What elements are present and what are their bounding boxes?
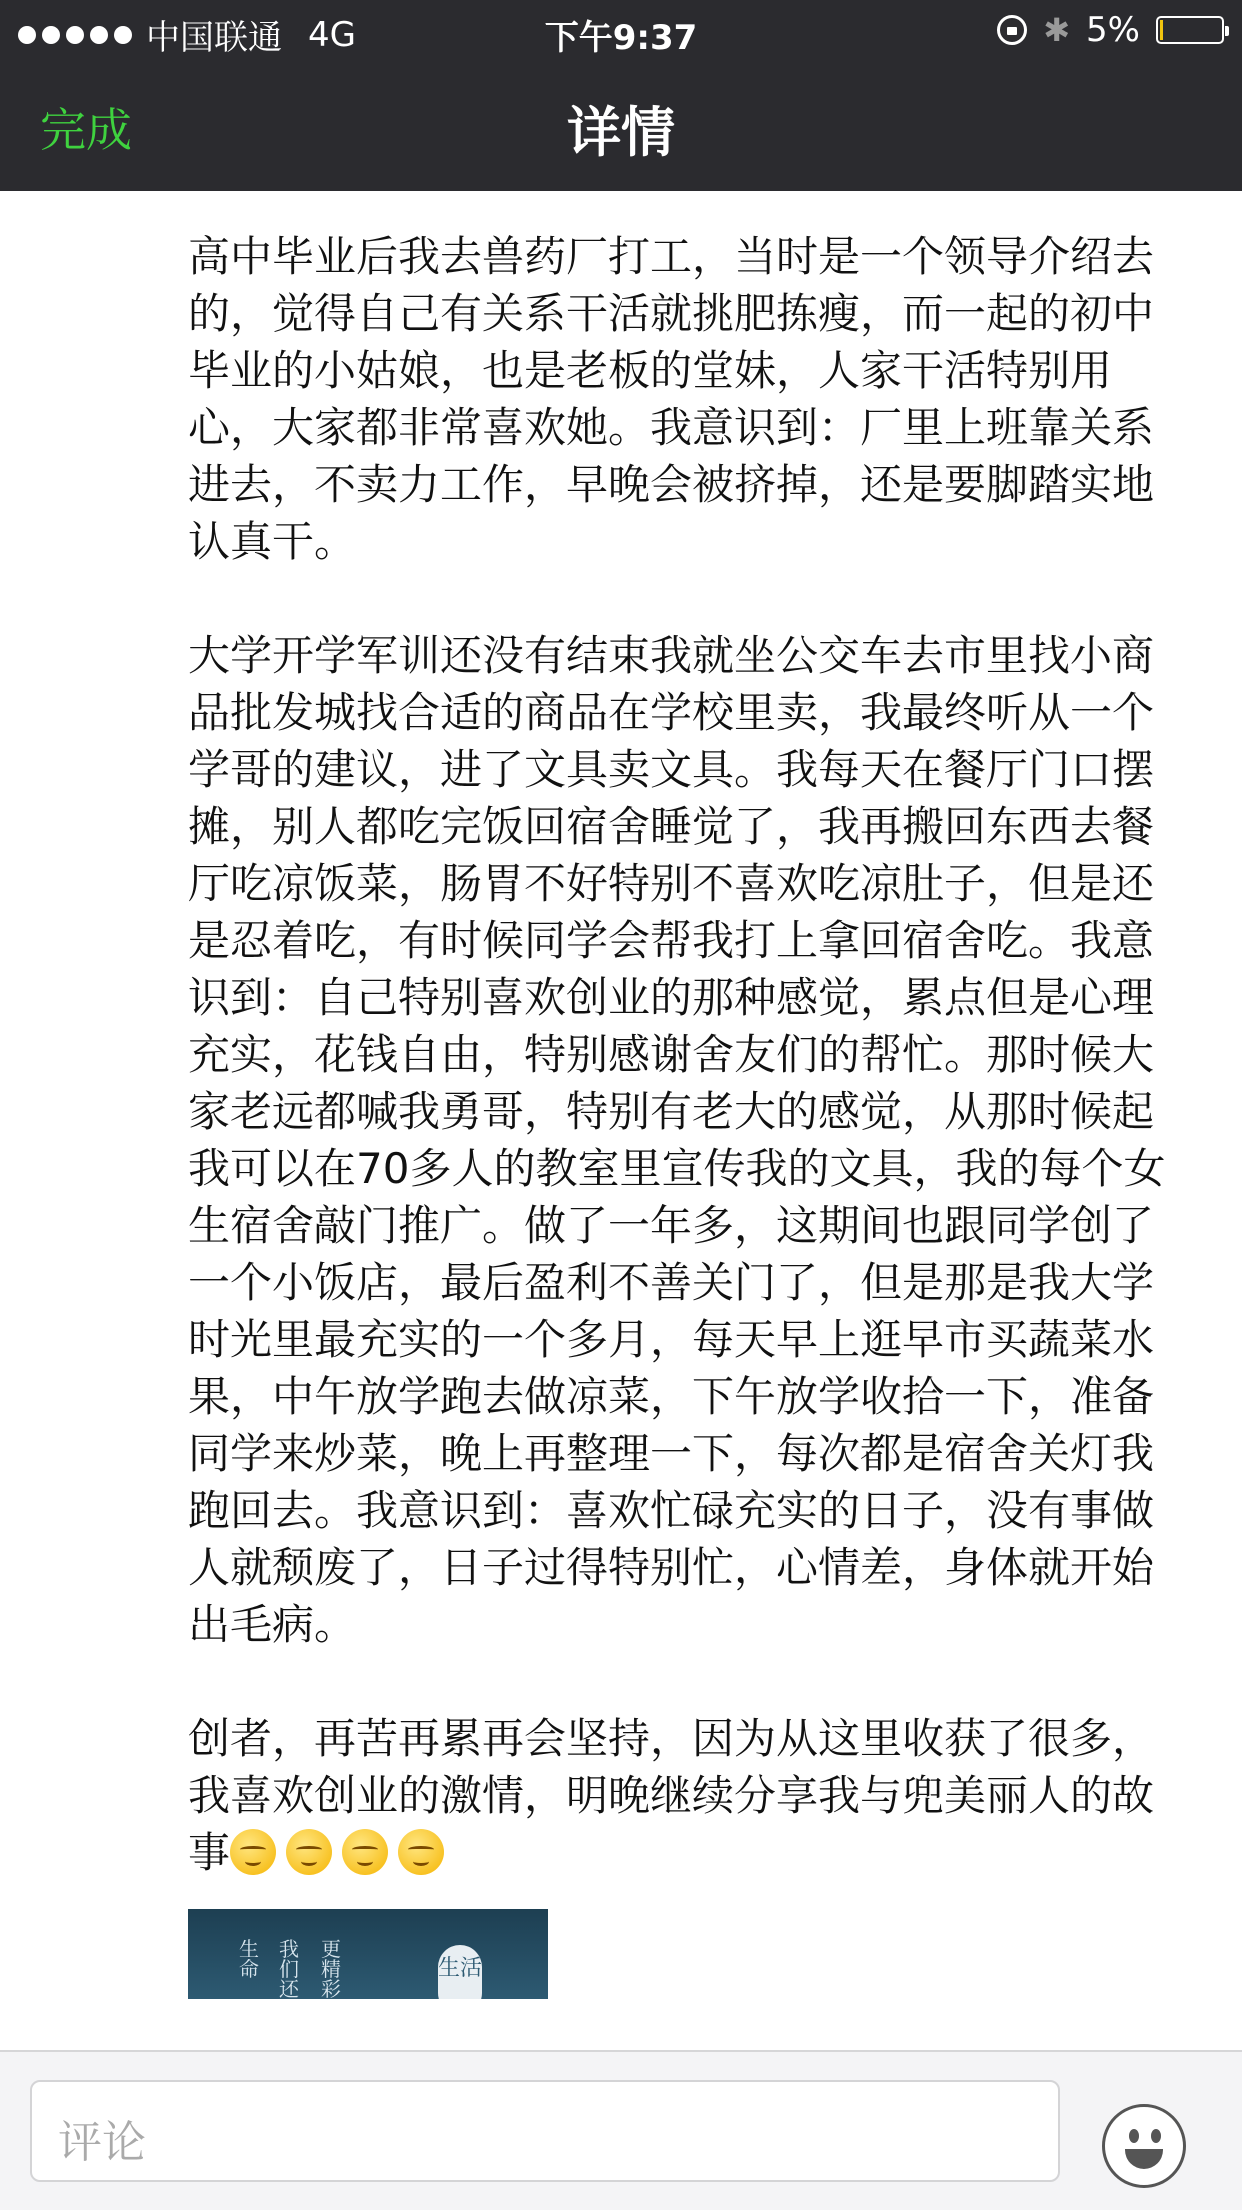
paragraph-3 <box>188 1710 1188 1881</box>
comment-input[interactable]: 评论 <box>30 2080 1060 2182</box>
image-text-1: 生命 <box>239 1937 259 1981</box>
battery-percent: 5% <box>1086 10 1140 50</box>
emoji-icon[interactable] <box>1102 2104 1186 2188</box>
done-button[interactable]: 完成 <box>40 103 132 157</box>
status-right <box>997 10 1224 50</box>
sleepy-face-icon <box>230 1829 276 1875</box>
image-text-2: 我们还 <box>279 1937 299 1999</box>
sleepy-face-icon <box>286 1829 332 1875</box>
comment-bar <box>0 2050 1242 2210</box>
sleepy-face-icon <box>398 1829 444 1875</box>
paragraph-3-text: 创者，再苦再累再会坚持，因为从这里收获了很多，我喜欢创业的激情，明晚继续分享我与兜美丽人的故事 <box>188 1714 1155 1877</box>
battery-fill <box>1160 20 1163 40</box>
carrier-name: 中国联通 <box>146 18 282 58</box>
image-text-3: 更精彩 <box>321 1937 341 1999</box>
network-type: 4G <box>308 14 356 55</box>
battery-icon <box>1156 16 1224 44</box>
paragraph-2: 大学开学军训还没有结束我就坐公交车去市里找小商品批发城找合适的商品在学校里卖，我最终听从一个学哥的建议，进了文具卖文具。我每天在餐厅门口摆摊，别人都吃完饭回宿舍睡觉了，我再搬回东西去餐厅吃凉饭菜，肠胃不好特别不喜欢吃凉肚子，但是还是忍着吃，有时候同学会帮我打上拿回宿舍吃。我意识到：自己特别喜欢创业的那种感觉，累点但是心理充实，花钱自由，特别感谢舍友们的帮忙。那时候大家老远都喊我勇哥，特别有老大的感觉，从那时候起我可以在70多人的教室里宣传我的文具，我的每个女生宿舍敲门推广。做了一年多，这期间也跟同学创了一个小饭店，最后盈利不善关门了，但是那是我大学时光里最充实的一个多月，每天早上逛早市买蔬菜水果，中午放学跑去做凉菜，下午放学收拾一下，准备同学来炒菜，晚上再整理一下，每次都是宿舍关灯我跑回去。我意识到：喜欢忙碌充实的日子，没有事做人就颓废了，日子过得特别忙，心情差，身体就开始出毛病。 <box>188 631 1166 1649</box>
navigation-bar <box>0 64 1242 191</box>
sleepy-face-icon <box>342 1829 388 1875</box>
bluetooth-icon: ✱ <box>1043 11 1071 49</box>
status-bar <box>0 0 1242 64</box>
status-time: 下午9:37 <box>544 18 698 58</box>
rotation-lock-icon <box>997 15 1027 45</box>
paragraph-1: 高中毕业后我去兽药厂打工，当时是一个领导介绍去的，觉得自己有关系干活就挑肥拣瘦，而一起的初中毕业的小姑娘，也是老板的堂妹，人家干活特别用心，大家都非常喜欢她。我意识到：厂里上班靠关系进去，不卖力工作，早晚会被挤掉，还是要脚踏实地认真干。 <box>188 232 1155 566</box>
page-title: 详情 <box>567 101 675 164</box>
post-image[interactable] <box>188 1909 548 1999</box>
emoji-group <box>230 1828 454 1877</box>
image-text-4: 生活 <box>438 1945 482 1999</box>
post-content <box>188 228 1188 1999</box>
